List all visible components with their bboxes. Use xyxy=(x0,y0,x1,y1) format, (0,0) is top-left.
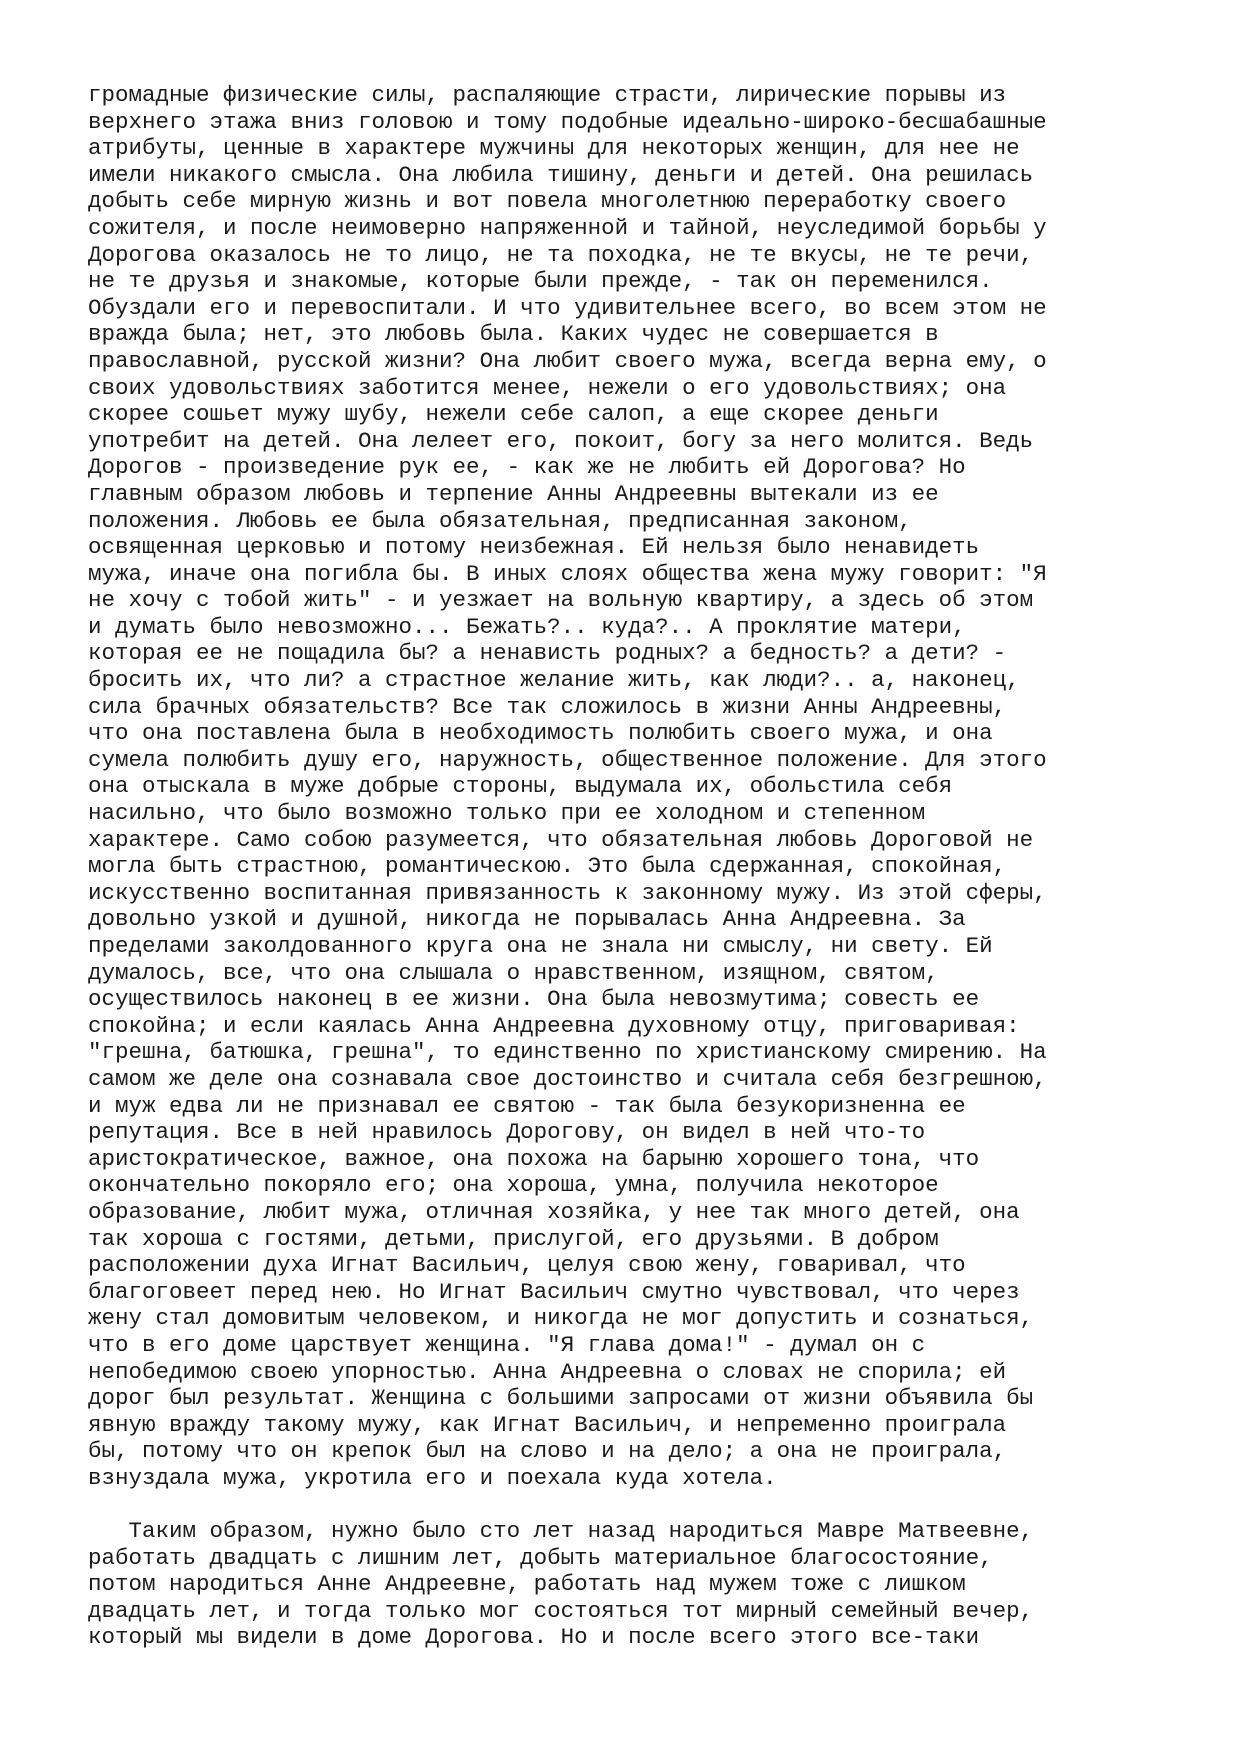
text-line: употребит на детей. Она лелеет его, покоит, богу за него молится. Ведь xyxy=(88,427,1034,454)
text-line: аристократическое, важное, она похожа на барыню хорошего тона, что xyxy=(88,1145,980,1172)
text-line: "грешна, батюшка, грешна", то единственно по христианскому смирению. На xyxy=(88,1039,1047,1066)
text-line: православной, русской жизни? Она любит своего мужа, всегда верна ему, о xyxy=(88,347,1047,374)
paragraph xyxy=(88,1518,1188,1651)
text-line: не те друзья и знакомые, которые были прежде, - так он переменился. xyxy=(88,268,993,295)
text-line: работать двадцать с лишним лет, добыть материальное благосостояние, xyxy=(88,1544,993,1571)
text-line: образование, любит мужа, отличная хозяйка, у нее так много детей, она xyxy=(88,1198,1020,1225)
text-line: своих удовольствиях заботится менее, нежели о его удовольствиях; она xyxy=(88,374,1007,401)
text-line: думалось, все, что она слышала о нравственном, изящном, святом, xyxy=(88,959,939,986)
text-line: окончательно покоряло его; она хороша, умна, получила некоторое xyxy=(88,1172,939,1199)
text-line: спокойна; и если каялась Анна Андреевна духовному отцу, приговаривая: xyxy=(88,1012,1020,1039)
text-line: самом же деле она сознавала свое достоинство и считала себя безгрешною, xyxy=(88,1065,1047,1092)
text-line: что она поставлена была в необходимость полюбить своего мужа, и она xyxy=(88,720,993,747)
text-line: могла быть страстною, романтическою. Это была сдержанная, спокойная, xyxy=(88,853,1007,880)
text-line: пределами заколдованного круга она не знала ни смыслу, ни свету. Ей xyxy=(88,933,993,959)
text-line: освященная церковью и потому неизбежная. Ей нельзя было ненавидеть xyxy=(88,534,980,561)
text-line: который мы видели в доме Дорогова. Но и после всего этого все-таки xyxy=(88,1624,980,1651)
text-line: благоговеет перед нею. Но Игнат Васильич смутно чувствовал, что через xyxy=(88,1278,1020,1305)
text-line: насильно, что было возможно только при ее холодном и степенном xyxy=(88,800,926,827)
text-line: взнуздала мужа, укротила его и поехала куда хотела. xyxy=(88,1464,777,1491)
text-line: расположении духа Игнат Васильич, целуя свою жену, говаривал, что xyxy=(88,1252,966,1279)
text-line: верхнего этажа вниз головою и тому подобные идеально-широко-бесшабашные xyxy=(88,108,1047,135)
document-body xyxy=(88,82,1188,1651)
text-line: потом народиться Анне Андреевне, работать над мужем тоже с лишком xyxy=(88,1571,966,1598)
text-line: что в его доме царствует женщина. "Я глава дома!" - думал он с xyxy=(88,1331,926,1358)
text-line: добыть себе мирную жизнь и вот повела многолетнюю переработку своего xyxy=(88,188,1007,215)
text-line: положения. Любовь ее была обязательная, предписанная законом, xyxy=(88,507,912,534)
text-line: главным образом любовь и терпение Анны Андреевны вытекали из ее xyxy=(88,480,939,507)
text-line: сожителя, и после неимоверно напряженной и тайной, неуследимой борьбы у xyxy=(88,214,1047,241)
text-line: сумела полюбить душу его, наружность, общественное положение. Для этого xyxy=(88,746,1047,773)
text-line: она отыскала в муже добрые стороны, выдумала их, обольстила себя xyxy=(88,773,953,800)
text-line: которая ее не пощадила бы? а ненависть родных? а бедность? а дети? - xyxy=(88,640,1007,667)
text-line: и муж едва ли не признавал ее святою - так была безукоризненна ее xyxy=(88,1092,966,1119)
text-line: так хороша с гостями, детьми, прислугой, его друзьями. В добром xyxy=(88,1225,939,1252)
text-line: непобедимою своею упорностью. Анна Андреевна о словах не спорила; ей xyxy=(88,1358,1007,1385)
text-line: бы, потому что он крепок был на слово и на дело; а она не проиграла, xyxy=(88,1438,1007,1465)
text-line: громадные физические силы, распаляющие страсти, лирические порывы из xyxy=(88,82,1007,108)
text-line: и думать было невозможно... Бежать?.. куда?.. А проклятие матери, xyxy=(88,613,966,640)
text-line: бросить их, что ли? а страстное желание жить, как люди?.. а, наконец, xyxy=(88,667,1020,694)
text-line: вражда была; нет, это любовь была. Каких чудес не совершается в xyxy=(88,321,939,348)
text-line: не хочу с тобой жить" - и уезжает на вольную квартиру, а здесь об этом xyxy=(88,587,1034,614)
text-line: Дорогова оказалось не то лицо, не та походка, не те вкусы, не те речи, xyxy=(88,241,1034,268)
text-line: мужа, иначе она погибла бы. В иных слоях общества жена мужу говорит: "Я xyxy=(88,560,1047,587)
text-line: дорог был результат. Женщина с большими запросами от жизни объявила бы xyxy=(88,1385,1034,1412)
text-line: Обуздали его и перевоспитали. И что удивительнее всего, во всем этом не xyxy=(88,294,1047,321)
text-line: сила брачных обязательств? Все так сложилось в жизни Анны Андреевны, xyxy=(88,693,1007,720)
paragraph-gap xyxy=(88,1491,1188,1518)
text-line: характере. Само собою разумеется, что обязательная любовь Дороговой не xyxy=(88,826,1034,853)
text-line: атрибуты, ценные в характере мужчины для некоторых женщин, для нее не xyxy=(88,135,1020,162)
text-line: Дорогов - произведение рук ее, - как же не любить ей Дорогова? Но xyxy=(88,454,966,481)
text-line: скорее сошьет мужу шубу, нежели себе салоп, а еще скорее деньги xyxy=(88,401,939,428)
text-line: довольно узкой и душной, никогда не порывалась Анна Андреевна. За xyxy=(88,906,966,933)
text-line: репутация. Все в ней нравилось Дорогову, он видел в ней что-то xyxy=(88,1119,926,1146)
text-line: имели никакого смысла. Она любила тишину, деньги и детей. Она решилась xyxy=(88,161,1034,188)
text-line: осуществилось наконец в ее жизни. Она была невозмутима; совесть ее xyxy=(88,986,980,1013)
text-line: искусственно воспитанная привязанность к законному мужу. Из этой сферы, xyxy=(88,879,1047,906)
text-line: Таким образом, нужно было сто лет назад народиться Мавре Матвеевне, xyxy=(88,1518,1034,1545)
text-line: жену стал домовитым человеком, и никогда не мог допустить и сознаться, xyxy=(88,1305,1034,1332)
text-line: двадцать лет, и тогда только мог состояться тот мирный семейный вечер, xyxy=(88,1597,1034,1624)
paragraph xyxy=(88,82,1188,1491)
text-line: явную вражду такому мужу, как Игнат Васильич, и непременно проиграла xyxy=(88,1411,1007,1438)
